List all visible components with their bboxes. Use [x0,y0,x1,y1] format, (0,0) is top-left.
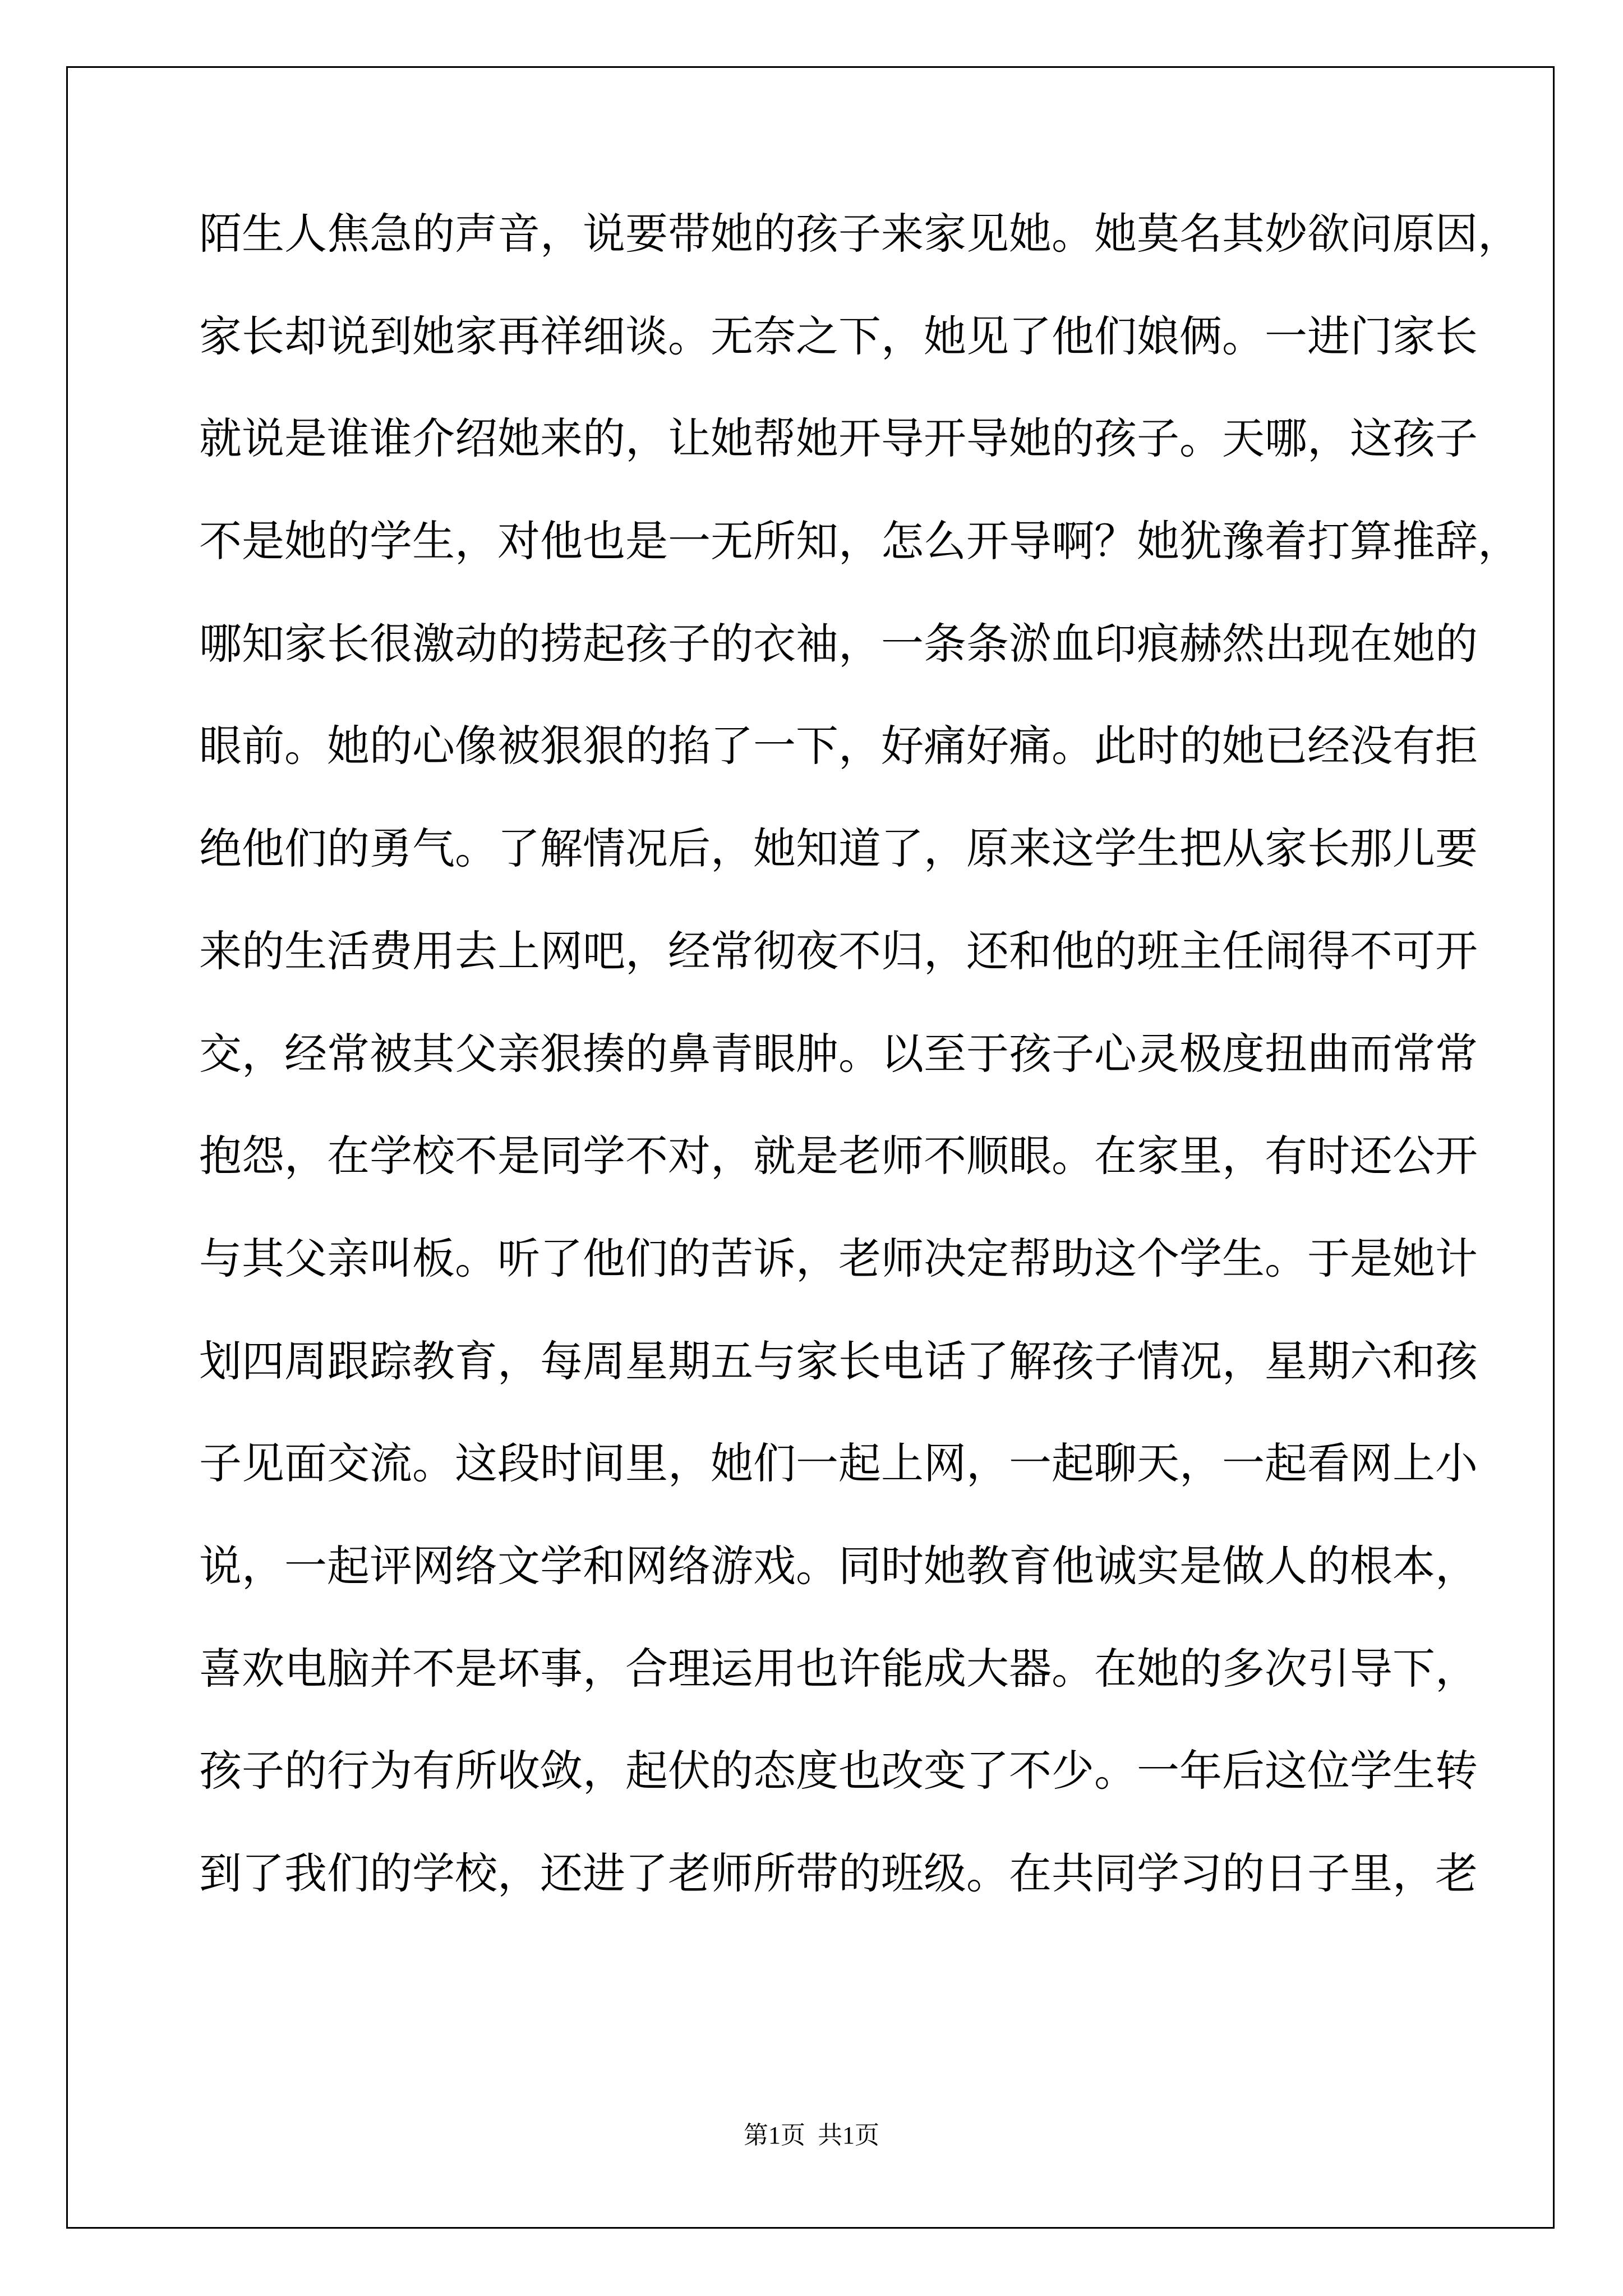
text-line: 眼前。她的心像被狠狠的掐了一下，好痛好痛。此时的她已经没有拒 [199,721,1478,771]
body-text [199,206,1520,1948]
text-line: 就说是谁谁介绍她来的，让她帮她开导开导她的孩子。天哪，这孩子 [199,413,1478,464]
page-number-footer: 第1页 共1页 [744,2122,879,2149]
text-line: 孩子的行为有所收敛，起伏的态度也改变了不少。一年后这位学生转 [199,1746,1478,1796]
text-line: 陌生人焦急的声音，说要带她的孩子来家见她。她莫名其妙欲问原因， [199,209,1520,259]
text-line: 划四周跟踪教育，每周星期五与家长电话了解孩子情况，星期六和孩 [199,1336,1478,1386]
text-line: 与其父亲叫板。听了他们的苦诉，老师决定帮助这个学生。于是她计 [199,1233,1478,1283]
text-line: 家长却说到她家再祥细谈。无奈之下，她见了他们娘俩。一进门家长 [199,311,1478,361]
text-line: 说，一起评网络文学和网络游戏。同时她教育他诚实是做人的根本， [199,1540,1478,1591]
text-line: 不是她的学生，对他也是一无所知，怎么开导啊？她犹豫着打算推辞， [199,516,1520,567]
text-line: 到了我们的学校，还进了老师所带的班级。在共同学习的日子里，老 [199,1848,1478,1898]
text-line: 子见面交流。这段时间里，她们一起上网，一起聊天，一起看网上小 [199,1438,1478,1489]
text-line: 喜欢电脑并不是坏事，合理运用也许能成大器。在她的多次引导下， [199,1643,1478,1694]
text-line: 绝他们的勇气。了解情况后，她知道了，原来这学生把从家长那儿要 [199,823,1478,874]
text-line: 哪知家长很激动的捞起孩子的衣袖，一条条淤血印痕赫然出现在她的 [199,618,1478,669]
text-line: 抱怨，在学校不是同学不对，就是老师不顺眼。在家里，有时还公开 [199,1131,1478,1181]
text-line: 来的生活费用去上网吧，经常彻夜不归，还和他的班主任闹得不可开 [199,926,1478,976]
text-line: 交，经常被其父亲狠揍的鼻青眼肿。以至于孩子心灵极度扭曲而常常 [199,1028,1478,1079]
